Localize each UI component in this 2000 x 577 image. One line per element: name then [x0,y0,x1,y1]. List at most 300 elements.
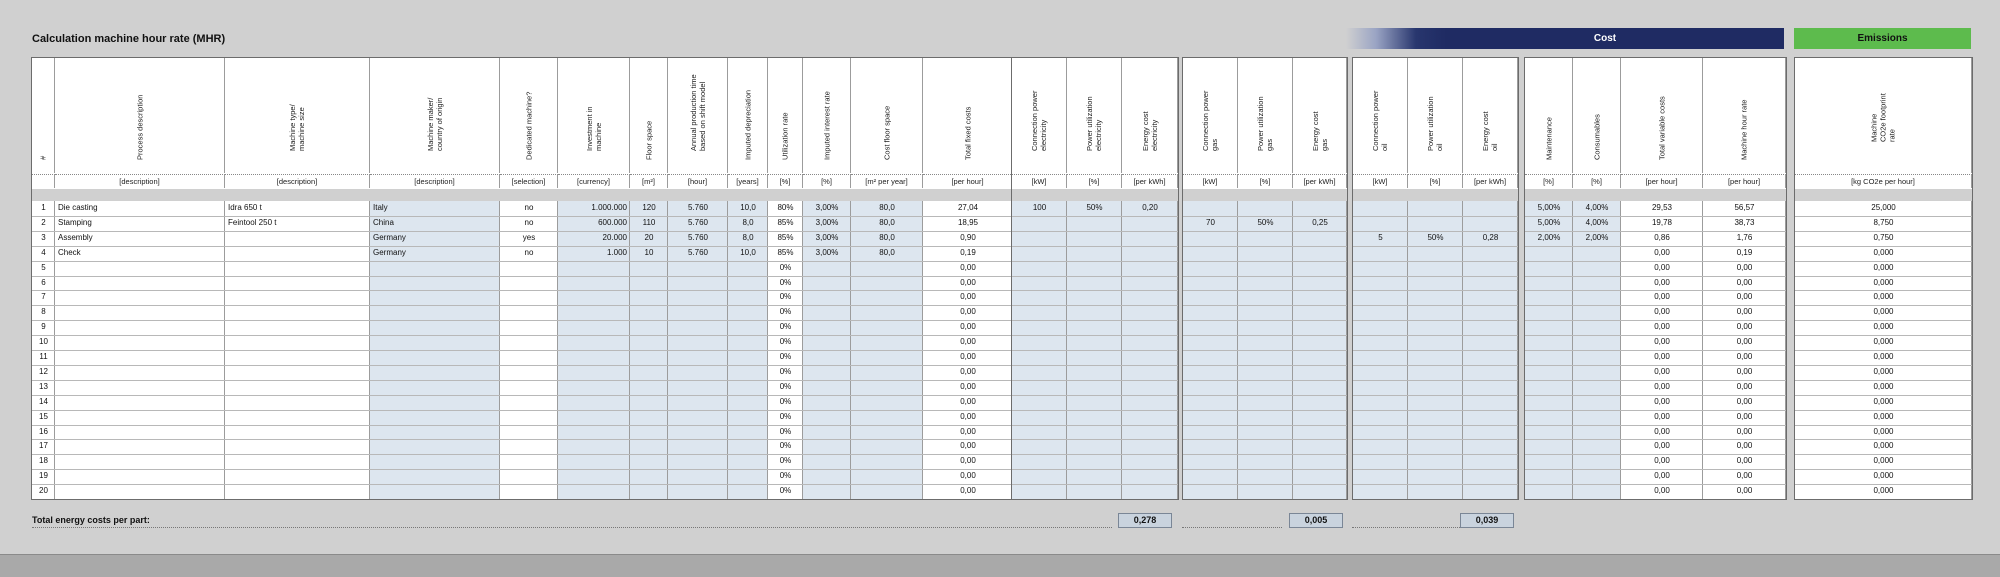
cell-connection-power-gas[interactable] [1183,484,1238,498]
cell-cost-floor-space[interactable] [851,365,923,379]
cell-cost-floor-space[interactable]: 80,0 [879,247,895,257]
cell-consumables[interactable] [1573,305,1621,319]
cell-floor-space[interactable]: 20 [644,232,654,242]
cell-cost-floor-space[interactable]: 80,0 [879,217,895,227]
cell-floor-space[interactable] [630,469,668,483]
cell-dedicated-machine[interactable]: no [524,203,534,212]
cell-connection-power-oil[interactable] [1353,335,1408,349]
cell-consumables[interactable]: 4,00% [1585,203,1609,212]
cell-machine-maker[interactable] [370,305,500,319]
cell-power-utilization-oil[interactable] [1408,320,1463,334]
cell-machine-type[interactable] [225,261,370,275]
cell-floor-space[interactable] [630,454,668,468]
cell-connection-power-gas[interactable] [1183,395,1238,409]
cell-power-utilization-electricity[interactable] [1067,305,1122,319]
cell-energy-cost-electricity[interactable]: 0,20 [1142,203,1158,212]
cell-power-utilization-electricity[interactable] [1067,246,1122,260]
cell-power-utilization-gas[interactable] [1238,290,1293,304]
cell-energy-cost-gas[interactable] [1293,246,1347,260]
cell-cost-floor-space[interactable]: 80,0 [879,232,895,242]
cell-energy-cost-gas[interactable] [1293,484,1347,498]
cell-machine-maker[interactable] [370,320,500,334]
cell-cost-floor-space[interactable] [851,439,923,453]
cell-connection-power-oil[interactable] [1353,276,1408,290]
cell-maintenance[interactable] [1525,425,1573,439]
cell-energy-cost-electricity[interactable] [1122,261,1178,275]
cell-cost-floor-space[interactable] [851,320,923,334]
cell-connection-power-oil[interactable] [1353,484,1408,498]
cell-floor-space[interactable] [630,484,668,498]
cell-consumables[interactable] [1573,395,1621,409]
cell-maintenance[interactable] [1525,469,1573,483]
cell-dedicated-machine[interactable]: no [524,217,534,227]
cell-interest-rate[interactable]: 3,00% [815,232,839,242]
cell-maintenance[interactable]: 5,00% [1537,203,1561,212]
cell-machine-type[interactable] [225,380,370,394]
cell-process-description[interactable] [55,335,225,349]
cell-power-utilization-oil[interactable] [1408,410,1463,424]
cell-connection-power-electricity[interactable] [1012,484,1067,498]
cell-connection-power-oil[interactable] [1353,425,1408,439]
cell-depreciation[interactable] [728,410,768,424]
cell-interest-rate[interactable] [803,469,851,483]
cell-production-time[interactable] [668,395,728,409]
cell-connection-power-electricity[interactable] [1012,395,1067,409]
cell-connection-power-oil[interactable] [1353,305,1408,319]
cell-energy-cost-gas[interactable] [1293,365,1347,379]
cell-connection-power-oil[interactable] [1353,261,1408,275]
cell-energy-cost-oil[interactable] [1463,410,1518,424]
cell-power-utilization-oil[interactable] [1408,469,1463,483]
cell-depreciation[interactable] [728,395,768,409]
cell-dedicated-machine[interactable] [500,261,558,275]
cell-energy-cost-gas[interactable] [1293,335,1347,349]
cell-process-description[interactable]: Check [58,247,81,257]
cell-energy-cost-oil[interactable] [1463,305,1518,319]
cell-power-utilization-oil[interactable] [1408,350,1463,364]
cell-connection-power-gas[interactable] [1183,439,1238,453]
cell-machine-maker[interactable] [370,454,500,468]
cell-consumables[interactable] [1573,261,1621,275]
cell-machine-maker[interactable] [370,484,500,498]
cell-maintenance[interactable] [1525,350,1573,364]
cell-connection-power-gas[interactable] [1183,365,1238,379]
cell-power-utilization-oil[interactable] [1408,261,1463,275]
cell-connection-power-electricity[interactable] [1012,380,1067,394]
cell-cost-floor-space[interactable] [851,395,923,409]
cell-production-time[interactable] [668,305,728,319]
cell-consumables[interactable] [1573,469,1621,483]
cell-depreciation[interactable]: 8,0 [742,232,754,242]
cell-energy-cost-gas[interactable] [1293,425,1347,439]
cell-connection-power-oil[interactable] [1353,439,1408,453]
cell-machine-type[interactable]: Idra 650 t [228,203,262,212]
cell-depreciation[interactable] [728,469,768,483]
cell-connection-power-electricity[interactable] [1012,454,1067,468]
cell-power-utilization-electricity[interactable] [1067,276,1122,290]
cell-energy-cost-gas[interactable] [1293,350,1347,364]
cell-process-description[interactable] [55,320,225,334]
cell-energy-cost-oil[interactable] [1463,395,1518,409]
cell-power-utilization-oil[interactable] [1408,276,1463,290]
cell-connection-power-gas[interactable] [1183,201,1238,215]
cell-connection-power-oil[interactable] [1353,246,1408,260]
cell-dedicated-machine[interactable] [500,395,558,409]
cell-process-description[interactable] [55,395,225,409]
cell-connection-power-gas[interactable] [1183,246,1238,260]
cell-connection-power-electricity[interactable]: 100 [1032,203,1047,212]
cell-process-description[interactable]: Stamping [58,217,92,227]
cell-energy-cost-oil[interactable]: 0,28 [1482,232,1499,242]
cell-power-utilization-gas[interactable] [1238,439,1293,453]
cell-interest-rate[interactable] [803,439,851,453]
cell-maintenance[interactable] [1525,335,1573,349]
cell-depreciation[interactable]: 10,0 [740,247,756,257]
cell-interest-rate[interactable] [803,290,851,304]
cell-connection-power-oil[interactable] [1353,454,1408,468]
cell-power-utilization-electricity[interactable] [1067,335,1122,349]
cell-energy-cost-electricity[interactable] [1122,305,1178,319]
cell-cost-floor-space[interactable] [851,454,923,468]
cell-energy-cost-gas[interactable] [1293,439,1347,453]
cell-consumables[interactable] [1573,484,1621,498]
cell-connection-power-electricity[interactable] [1012,231,1067,245]
cell-process-description[interactable] [55,365,225,379]
cell-cost-floor-space[interactable] [851,410,923,424]
cell-production-time[interactable] [668,410,728,424]
cell-energy-cost-gas[interactable] [1293,201,1347,215]
cell-machine-maker[interactable] [370,380,500,394]
cell-power-utilization-gas[interactable] [1238,380,1293,394]
cell-energy-cost-oil[interactable] [1463,216,1518,230]
cell-connection-power-electricity[interactable] [1012,425,1067,439]
cell-maintenance[interactable] [1525,276,1573,290]
cell-energy-cost-electricity[interactable] [1122,425,1178,439]
cell-power-utilization-gas[interactable] [1238,410,1293,424]
cell-dedicated-machine[interactable] [500,320,558,334]
cell-consumables[interactable] [1573,320,1621,334]
cell-interest-rate[interactable]: 3,00% [815,247,839,257]
cell-power-utilization-electricity[interactable] [1067,350,1122,364]
cell-energy-cost-electricity[interactable] [1122,439,1178,453]
cell-interest-rate[interactable] [803,261,851,275]
cell-dedicated-machine[interactable] [500,425,558,439]
cell-power-utilization-electricity[interactable] [1067,395,1122,409]
cell-connection-power-electricity[interactable] [1012,261,1067,275]
cell-connection-power-electricity[interactable] [1012,439,1067,453]
cell-machine-maker[interactable] [370,439,500,453]
cell-production-time[interactable] [668,335,728,349]
cell-investment[interactable] [558,380,630,394]
cell-power-utilization-gas[interactable] [1238,201,1293,215]
cell-investment[interactable]: 600.000 [598,217,627,227]
cell-investment[interactable] [558,320,630,334]
cell-interest-rate[interactable] [803,305,851,319]
cell-interest-rate[interactable] [803,365,851,379]
cell-depreciation[interactable] [728,454,768,468]
cell-connection-power-gas[interactable] [1183,335,1238,349]
cell-machine-maker[interactable]: Germany [373,232,406,242]
cell-power-utilization-gas[interactable] [1238,320,1293,334]
cell-power-utilization-electricity[interactable]: 50% [1086,203,1103,212]
cell-interest-rate[interactable] [803,454,851,468]
cell-machine-type[interactable] [225,276,370,290]
cell-maintenance[interactable] [1525,439,1573,453]
cell-connection-power-oil[interactable] [1353,365,1408,379]
cell-interest-rate[interactable] [803,484,851,498]
cell-energy-cost-electricity[interactable] [1122,335,1178,349]
cell-process-description[interactable] [55,439,225,453]
cell-consumables[interactable] [1573,380,1621,394]
cell-energy-cost-electricity[interactable] [1122,469,1178,483]
cell-interest-rate[interactable] [803,425,851,439]
cell-maintenance[interactable] [1525,380,1573,394]
cell-connection-power-electricity[interactable] [1012,290,1067,304]
cell-connection-power-oil[interactable] [1353,380,1408,394]
cell-energy-cost-oil[interactable] [1463,469,1518,483]
cell-machine-type[interactable] [225,246,370,260]
cell-machine-type[interactable] [225,484,370,498]
cell-interest-rate[interactable] [803,350,851,364]
cell-power-utilization-oil[interactable] [1408,439,1463,453]
cell-energy-cost-gas[interactable] [1293,320,1347,334]
cell-investment[interactable] [558,469,630,483]
cell-power-utilization-oil[interactable] [1408,335,1463,349]
cell-consumables[interactable] [1573,425,1621,439]
cell-connection-power-electricity[interactable] [1012,276,1067,290]
cell-connection-power-gas[interactable] [1183,454,1238,468]
cell-power-utilization-oil[interactable] [1408,201,1463,215]
cell-power-utilization-electricity[interactable] [1067,261,1122,275]
cell-machine-type[interactable] [225,439,370,453]
cell-cost-floor-space[interactable] [851,335,923,349]
cell-power-utilization-electricity[interactable] [1067,425,1122,439]
cell-connection-power-electricity[interactable] [1012,320,1067,334]
cell-power-utilization-gas[interactable] [1238,305,1293,319]
cell-energy-cost-oil[interactable] [1463,290,1518,304]
cell-power-utilization-gas[interactable] [1238,350,1293,364]
cell-maintenance[interactable] [1525,395,1573,409]
cell-depreciation[interactable] [728,365,768,379]
cell-power-utilization-gas[interactable] [1238,246,1293,260]
cell-maintenance[interactable] [1525,246,1573,260]
cell-consumables[interactable] [1573,276,1621,290]
cell-power-utilization-gas[interactable] [1238,425,1293,439]
cell-power-utilization-electricity[interactable] [1067,380,1122,394]
cell-floor-space[interactable] [630,410,668,424]
cell-investment[interactable] [558,439,630,453]
cell-depreciation[interactable] [728,335,768,349]
cell-production-time[interactable] [668,290,728,304]
cell-floor-space[interactable]: 110 [642,217,656,227]
cell-machine-type[interactable] [225,305,370,319]
cell-floor-space[interactable] [630,350,668,364]
cell-maintenance[interactable] [1525,454,1573,468]
cell-investment[interactable] [558,350,630,364]
cell-process-description[interactable] [55,380,225,394]
cell-maintenance[interactable] [1525,261,1573,275]
cell-maintenance[interactable] [1525,305,1573,319]
cell-connection-power-oil[interactable] [1353,201,1408,215]
cell-power-utilization-electricity[interactable] [1067,484,1122,498]
cell-dedicated-machine[interactable] [500,484,558,498]
cell-power-utilization-oil[interactable] [1408,290,1463,304]
cell-interest-rate[interactable]: 3,00% [815,217,839,227]
cell-power-utilization-gas[interactable] [1238,469,1293,483]
cell-dedicated-machine[interactable] [500,469,558,483]
cell-machine-type[interactable] [225,290,370,304]
cell-production-time[interactable] [668,320,728,334]
cell-power-utilization-electricity[interactable] [1067,410,1122,424]
cell-consumables[interactable] [1573,365,1621,379]
cell-machine-maker[interactable] [370,365,500,379]
cell-floor-space[interactable] [630,365,668,379]
cell-floor-space[interactable] [630,261,668,275]
cell-maintenance[interactable] [1525,410,1573,424]
cell-machine-type[interactable] [225,365,370,379]
cell-connection-power-electricity[interactable] [1012,335,1067,349]
cell-production-time[interactable] [668,365,728,379]
cell-machine-type[interactable] [225,425,370,439]
cell-connection-power-gas[interactable] [1183,425,1238,439]
cell-connection-power-oil[interactable] [1353,290,1408,304]
cell-floor-space[interactable] [630,395,668,409]
cell-depreciation[interactable]: 10,0 [740,203,756,212]
cell-energy-cost-oil[interactable] [1463,439,1518,453]
cell-connection-power-gas[interactable] [1183,350,1238,364]
cell-energy-cost-electricity[interactable] [1122,395,1178,409]
cell-process-description[interactable]: Die casting [58,203,98,212]
cell-power-utilization-gas[interactable] [1238,395,1293,409]
cell-dedicated-machine[interactable] [500,410,558,424]
cell-investment[interactable] [558,261,630,275]
cell-cost-floor-space[interactable] [851,350,923,364]
cell-connection-power-gas[interactable] [1183,290,1238,304]
cell-energy-cost-electricity[interactable] [1122,276,1178,290]
cell-process-description[interactable] [55,410,225,424]
cell-depreciation[interactable] [728,261,768,275]
cell-consumables[interactable] [1573,290,1621,304]
cell-connection-power-gas[interactable]: 70 [1206,217,1215,227]
cell-power-utilization-oil[interactable] [1408,395,1463,409]
cell-power-utilization-gas[interactable]: 50% [1257,217,1274,227]
cell-power-utilization-oil[interactable] [1408,305,1463,319]
cell-interest-rate[interactable] [803,410,851,424]
cell-connection-power-gas[interactable] [1183,261,1238,275]
cell-investment[interactable] [558,305,630,319]
cell-machine-type[interactable] [225,335,370,349]
cell-floor-space[interactable] [630,335,668,349]
cell-power-utilization-oil[interactable] [1408,365,1463,379]
cell-cost-floor-space[interactable] [851,484,923,498]
cell-machine-maker[interactable]: China [373,217,394,227]
cell-connection-power-oil[interactable] [1353,469,1408,483]
cell-energy-cost-electricity[interactable] [1122,216,1178,230]
cell-production-time[interactable] [668,350,728,364]
cell-investment[interactable]: 20.000 [602,232,627,242]
cell-process-description[interactable] [55,276,225,290]
cell-power-utilization-gas[interactable] [1238,261,1293,275]
cell-energy-cost-gas[interactable]: 0,25 [1312,217,1328,227]
cell-floor-space[interactable] [630,439,668,453]
cell-machine-type[interactable] [225,395,370,409]
cell-energy-cost-oil[interactable] [1463,454,1518,468]
cell-machine-maker[interactable] [370,469,500,483]
cell-cost-floor-space[interactable] [851,380,923,394]
cell-energy-cost-oil[interactable] [1463,276,1518,290]
cell-power-utilization-oil[interactable]: 50% [1427,232,1444,242]
cell-floor-space[interactable] [630,290,668,304]
cell-connection-power-oil[interactable]: 5 [1378,232,1383,242]
cell-maintenance[interactable] [1525,320,1573,334]
cell-production-time[interactable] [668,454,728,468]
cell-consumables[interactable] [1573,454,1621,468]
cell-energy-cost-gas[interactable] [1293,276,1347,290]
cell-cost-floor-space[interactable] [851,261,923,275]
cell-production-time[interactable] [668,484,728,498]
cell-machine-maker[interactable] [370,261,500,275]
cell-connection-power-oil[interactable] [1353,410,1408,424]
cell-interest-rate[interactable] [803,276,851,290]
cell-process-description[interactable]: Assembly [58,232,93,242]
cell-floor-space[interactable] [630,380,668,394]
cell-connection-power-gas[interactable] [1183,231,1238,245]
cell-floor-space[interactable] [630,305,668,319]
cell-energy-cost-gas[interactable] [1293,454,1347,468]
cell-machine-type[interactable] [225,231,370,245]
cell-machine-type[interactable] [225,350,370,364]
cell-dedicated-machine[interactable] [500,305,558,319]
cell-dedicated-machine[interactable] [500,335,558,349]
cell-production-time[interactable] [668,380,728,394]
cell-power-utilization-electricity[interactable] [1067,231,1122,245]
cell-connection-power-gas[interactable] [1183,380,1238,394]
cell-energy-cost-oil[interactable] [1463,246,1518,260]
cell-interest-rate[interactable] [803,380,851,394]
cell-process-description[interactable] [55,350,225,364]
cell-process-description[interactable] [55,484,225,498]
cell-energy-cost-oil[interactable] [1463,335,1518,349]
cell-consumables[interactable] [1573,439,1621,453]
cell-depreciation[interactable] [728,305,768,319]
cell-energy-cost-electricity[interactable] [1122,290,1178,304]
cell-energy-cost-gas[interactable] [1293,469,1347,483]
cell-connection-power-electricity[interactable] [1012,469,1067,483]
cell-energy-cost-oil[interactable] [1463,201,1518,215]
cell-machine-maker[interactable] [370,410,500,424]
cell-connection-power-electricity[interactable] [1012,246,1067,260]
cell-energy-cost-gas[interactable] [1293,395,1347,409]
cell-machine-type[interactable] [225,454,370,468]
cell-energy-cost-gas[interactable] [1293,305,1347,319]
cell-production-time[interactable] [668,276,728,290]
cell-floor-space[interactable] [630,425,668,439]
cell-energy-cost-electricity[interactable] [1122,365,1178,379]
cell-investment[interactable] [558,276,630,290]
cell-investment[interactable] [558,395,630,409]
cell-power-utilization-oil[interactable] [1408,246,1463,260]
cell-production-time[interactable]: 5.760 [687,217,709,227]
cell-production-time[interactable] [668,261,728,275]
cell-consumables[interactable]: 2,00% [1585,232,1609,242]
cell-dedicated-machine[interactable] [500,454,558,468]
cell-consumables[interactable] [1573,246,1621,260]
cell-production-time[interactable]: 5.760 [687,247,709,257]
cell-process-description[interactable] [55,469,225,483]
cell-power-utilization-oil[interactable] [1408,425,1463,439]
cell-dedicated-machine[interactable]: no [524,247,534,257]
cell-energy-cost-electricity[interactable] [1122,231,1178,245]
